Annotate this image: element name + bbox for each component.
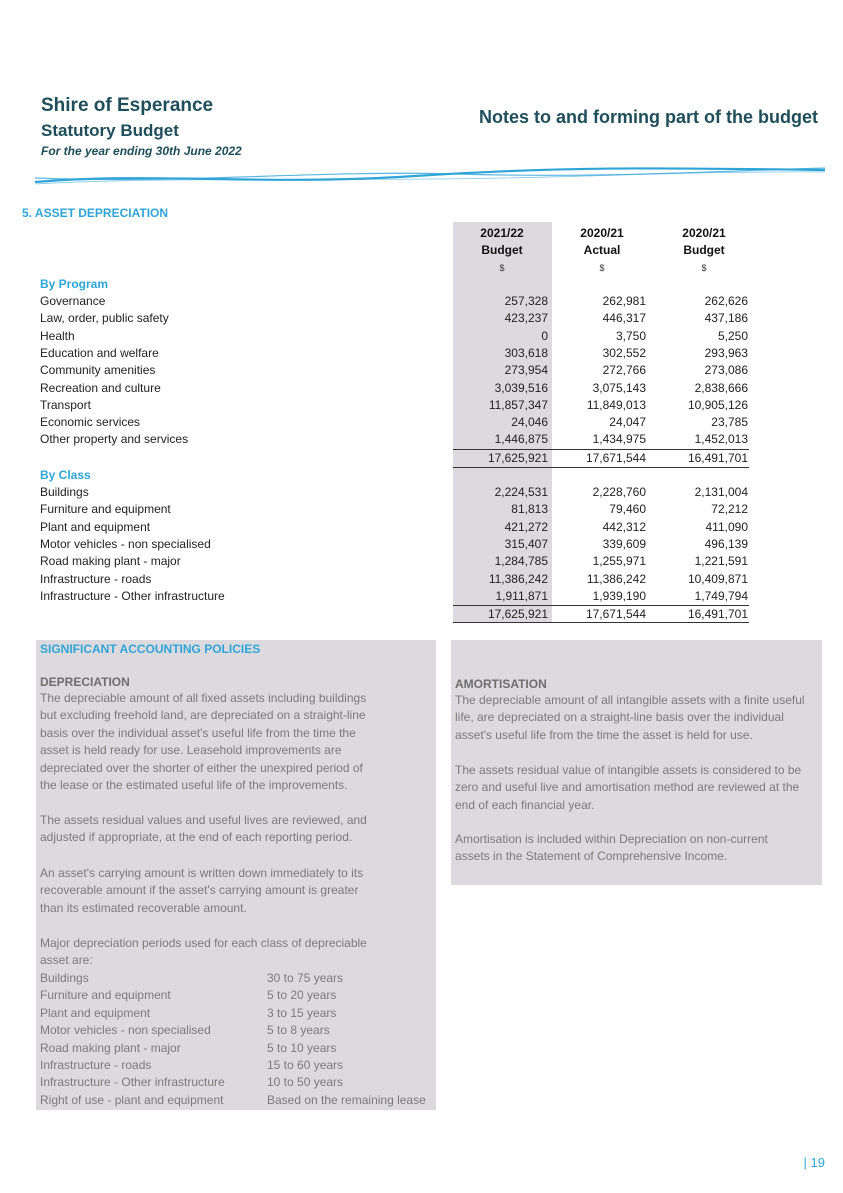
cell-value: 496,139 bbox=[704, 536, 748, 551]
cell-value: 411,090 bbox=[705, 519, 748, 534]
table-row bbox=[0, 293, 843, 310]
text-line: The assets residual value of intangible assets is considered to be bbox=[455, 763, 802, 777]
cell-value: 339,609 bbox=[602, 536, 646, 551]
depreciation-paragraph bbox=[40, 690, 366, 794]
column-header-prior-budget bbox=[654, 225, 754, 259]
column-year: 2021/22 bbox=[480, 226, 524, 240]
table-row bbox=[0, 519, 843, 536]
cell-value: 2,131,004 bbox=[694, 485, 748, 499]
cell-value: 302,552 bbox=[602, 345, 646, 360]
depreciation-period-row bbox=[40, 1022, 440, 1039]
text-line: adjusted if appropriate, at the end of each reporting period. bbox=[40, 830, 353, 845]
cell-value: 437,186 bbox=[704, 311, 748, 326]
text-line: The depreciable amount of all intangible assets with a finite useful bbox=[455, 693, 805, 707]
budget-title: Statutory Budget bbox=[41, 121, 179, 140]
text-line: end of each financial year. bbox=[455, 797, 595, 812]
depreciation-period-row bbox=[40, 987, 440, 1004]
depreciation-period: 5 to 10 years bbox=[267, 1040, 337, 1055]
row-label: Community amenities bbox=[40, 363, 156, 378]
text-line: assets in the Statement of Comprehensive Income. bbox=[455, 849, 728, 864]
cell-value: 5,250 bbox=[717, 328, 748, 343]
depreciation-period-row bbox=[40, 1005, 440, 1022]
asset-class: Right of use - plant and equipment bbox=[40, 1092, 224, 1107]
cell-value: 79,460 bbox=[609, 502, 646, 517]
cell-value: 1,221,591 bbox=[694, 554, 748, 569]
page-number: | 19 bbox=[803, 1155, 825, 1170]
depreciation-period: 3 to 15 years bbox=[267, 1005, 337, 1020]
depreciation-period: 15 to 60 years bbox=[267, 1058, 344, 1072]
column-year: 2020/21 bbox=[580, 226, 624, 240]
depreciation-period: Based on the remaining lease bbox=[267, 1092, 426, 1107]
entity-name: Shire of Esperance bbox=[41, 95, 214, 116]
cell-value: 2,224,531 bbox=[494, 485, 548, 499]
text-line: the lease or the estimated useful life of the improvements. bbox=[40, 778, 348, 793]
cell-value: 3,750 bbox=[615, 328, 646, 343]
depreciation-period-row bbox=[40, 970, 440, 987]
table-row bbox=[0, 484, 843, 501]
cell-value: 421,272 bbox=[504, 519, 548, 534]
table-row bbox=[0, 588, 843, 605]
row-label: Recreation and culture bbox=[40, 380, 161, 395]
text-line: basis over the individual asset's useful life from the time the bbox=[40, 725, 356, 740]
cell-value: 23,785 bbox=[711, 415, 748, 430]
cell-value: 24,046 bbox=[511, 415, 548, 430]
row-label: Other property and services bbox=[40, 432, 189, 447]
depreciation-heading: DEPRECIATION bbox=[40, 675, 130, 689]
cell-value: 72,212 bbox=[711, 502, 748, 517]
row-label: Furniture and equipment bbox=[40, 502, 171, 517]
total-rule-bottom bbox=[453, 622, 749, 623]
cell-value: 1,749,794 bbox=[694, 588, 748, 603]
section-title: 5. ASSET DEPRECIATION bbox=[22, 206, 169, 220]
cell-value: 303,618 bbox=[504, 345, 548, 360]
text-line: but excluding freehold land, are depreciated on a straight-line bbox=[40, 708, 366, 723]
cell-value: 257,328 bbox=[504, 294, 548, 308]
text-line: The assets residual values and useful lives are reviewed, and bbox=[40, 813, 367, 827]
cell-value: 273,954 bbox=[504, 363, 548, 378]
asset-class: Motor vehicles - non specialised bbox=[40, 1023, 211, 1038]
column-header-current-budget bbox=[452, 225, 552, 259]
text-line: An asset's carrying amount is written down immediately to its bbox=[40, 866, 364, 880]
notes-title: Notes to and forming part of the budget bbox=[479, 107, 818, 127]
cell-value: 2,228,760 bbox=[592, 485, 646, 499]
column-unit: $ bbox=[701, 263, 707, 273]
cell-value: 10,409,871 bbox=[687, 571, 748, 586]
row-label: Transport bbox=[40, 397, 91, 412]
row-label: Infrastructure - roads bbox=[40, 571, 152, 586]
column-type: Budget bbox=[481, 243, 523, 257]
column-header-prior-actual bbox=[552, 225, 652, 259]
amortisation-paragraph bbox=[455, 692, 805, 744]
table-row bbox=[0, 328, 843, 345]
cell-value: 11,849,013 bbox=[586, 397, 646, 412]
cell-value: 24,047 bbox=[609, 415, 646, 430]
asset-class: Plant and equipment bbox=[40, 1005, 151, 1020]
total-value: 17,625,921 bbox=[487, 607, 548, 621]
row-label: Governance bbox=[40, 294, 106, 308]
cell-value: 11,386,242 bbox=[586, 571, 646, 586]
cell-value: 442,312 bbox=[602, 519, 646, 534]
cell-value: 315,407 bbox=[504, 536, 548, 551]
column-type: Budget bbox=[683, 243, 725, 257]
total-value: 17,625,921 bbox=[487, 451, 548, 465]
column-unit: $ bbox=[599, 263, 605, 273]
depreciation-period: 5 to 20 years bbox=[267, 988, 337, 1003]
total-value: 16,491,701 bbox=[687, 451, 748, 465]
table-row bbox=[0, 345, 843, 362]
group-heading-by-program: By Program bbox=[40, 277, 109, 291]
text-line: The depreciable amount of all fixed assets including buildings bbox=[40, 691, 367, 705]
text-line: Amortisation is included within Depreciation on non-current bbox=[455, 832, 768, 846]
table-row bbox=[0, 362, 843, 379]
cell-value: 1,939,190 bbox=[592, 588, 646, 603]
text-line: Major depreciation periods used for each class of depreciable bbox=[40, 936, 367, 950]
depreciation-period-row bbox=[40, 1092, 440, 1109]
cell-value: 1,446,875 bbox=[494, 432, 548, 447]
cell-value: 1,284,785 bbox=[494, 554, 548, 569]
column-type: Actual bbox=[583, 243, 621, 257]
cell-value: 293,963 bbox=[704, 345, 748, 360]
table-row bbox=[0, 431, 843, 448]
cell-value: 262,626 bbox=[704, 294, 748, 308]
table-row bbox=[0, 380, 843, 397]
depreciation-period-row bbox=[40, 1074, 440, 1091]
depreciation-period: 30 to 75 years bbox=[267, 971, 344, 985]
text-line: life, are depreciated on a straight-line basis over the individual bbox=[455, 710, 784, 725]
cell-value: 1,434,975 bbox=[592, 432, 646, 447]
depreciation-paragraph bbox=[40, 935, 367, 970]
row-label: Health bbox=[40, 328, 75, 343]
total-row-by-program bbox=[0, 450, 843, 467]
total-rule-bottom bbox=[453, 467, 749, 468]
depreciation-paragraph bbox=[40, 865, 363, 917]
row-label: Infrastructure - Other infrastructure bbox=[40, 588, 225, 603]
table-row bbox=[0, 310, 843, 327]
policies-title: SIGNIFICANT ACCOUNTING POLICIES bbox=[40, 642, 261, 656]
row-label: Plant and equipment bbox=[40, 519, 151, 534]
depreciation-period-row bbox=[40, 1040, 440, 1057]
cell-value: 446,317 bbox=[602, 311, 646, 326]
cell-value: 11,857,347 bbox=[488, 397, 548, 412]
column-unit: $ bbox=[499, 263, 505, 273]
asset-class: Road making plant - major bbox=[40, 1040, 181, 1055]
text-line: than its estimated recoverable amount. bbox=[40, 900, 247, 915]
cell-value: 273,086 bbox=[704, 363, 748, 378]
asset-class: Furniture and equipment bbox=[40, 988, 171, 1003]
asset-class: Infrastructure - Other infrastructure bbox=[40, 1075, 225, 1090]
budget-period: For the year ending 30th June 2022 bbox=[41, 144, 242, 158]
text-line: recoverable amount if the asset's carrying amount is greater bbox=[40, 883, 359, 898]
total-row-by-class bbox=[0, 606, 843, 623]
cell-value: 1,911,871 bbox=[495, 588, 548, 603]
table-row bbox=[0, 414, 843, 431]
row-label: Economic services bbox=[40, 415, 141, 430]
table-row bbox=[0, 553, 843, 570]
row-label: Buildings bbox=[40, 485, 89, 499]
column-year: 2020/21 bbox=[682, 226, 726, 240]
row-label: Law, order, public safety bbox=[40, 311, 169, 326]
row-label: Education and welfare bbox=[40, 345, 159, 360]
table-row bbox=[0, 536, 843, 553]
total-value: 17,671,544 bbox=[585, 607, 646, 621]
header-wave-rule bbox=[35, 162, 825, 190]
text-line: depreciated over the shorter of either the unexpired period of bbox=[40, 760, 363, 775]
cell-value: 1,255,971 bbox=[592, 554, 646, 569]
cell-value: 3,039,516 bbox=[494, 380, 548, 395]
total-value: 17,671,544 bbox=[585, 451, 646, 465]
cell-value: 272,766 bbox=[602, 363, 646, 378]
table-row bbox=[0, 397, 843, 414]
row-label: Motor vehicles - non specialised bbox=[40, 536, 211, 551]
depreciation-paragraph bbox=[40, 812, 367, 847]
cell-value: 10,905,126 bbox=[687, 397, 748, 412]
cell-value: 2,838,666 bbox=[694, 380, 748, 395]
amortisation-paragraph bbox=[455, 762, 801, 814]
row-label: Road making plant - major bbox=[40, 554, 181, 569]
amortisation-paragraph bbox=[455, 831, 768, 866]
asset-class: Buildings bbox=[40, 971, 89, 985]
cell-value: 3,075,143 bbox=[592, 380, 646, 395]
text-line: asset is held ready for use. Leasehold improvements are bbox=[40, 743, 342, 758]
total-value: 16,491,701 bbox=[687, 607, 748, 621]
group-heading-by-class: By Class bbox=[40, 468, 91, 482]
text-line: asset are: bbox=[40, 953, 93, 968]
cell-value: 0 bbox=[541, 328, 548, 343]
depreciation-period: 5 to 8 years bbox=[267, 1023, 330, 1038]
cell-value: 262,981 bbox=[602, 294, 646, 308]
cell-value: 423,237 bbox=[504, 311, 548, 326]
table-row bbox=[0, 501, 843, 518]
cell-value: 81,813 bbox=[511, 502, 548, 517]
cell-value: 1,452,013 bbox=[694, 432, 748, 447]
amortisation-heading: AMORTISATION bbox=[455, 677, 547, 691]
depreciation-period-row bbox=[40, 1057, 440, 1074]
asset-class: Infrastructure - roads bbox=[40, 1058, 152, 1072]
cell-value: 11,386,242 bbox=[488, 571, 548, 586]
table-row bbox=[0, 571, 843, 588]
text-line: asset's useful life from the time the asset is held for use. bbox=[455, 727, 753, 742]
text-line: zero and useful live and amortisation method are reviewed at the bbox=[455, 780, 800, 795]
depreciation-period: 10 to 50 years bbox=[267, 1075, 344, 1090]
